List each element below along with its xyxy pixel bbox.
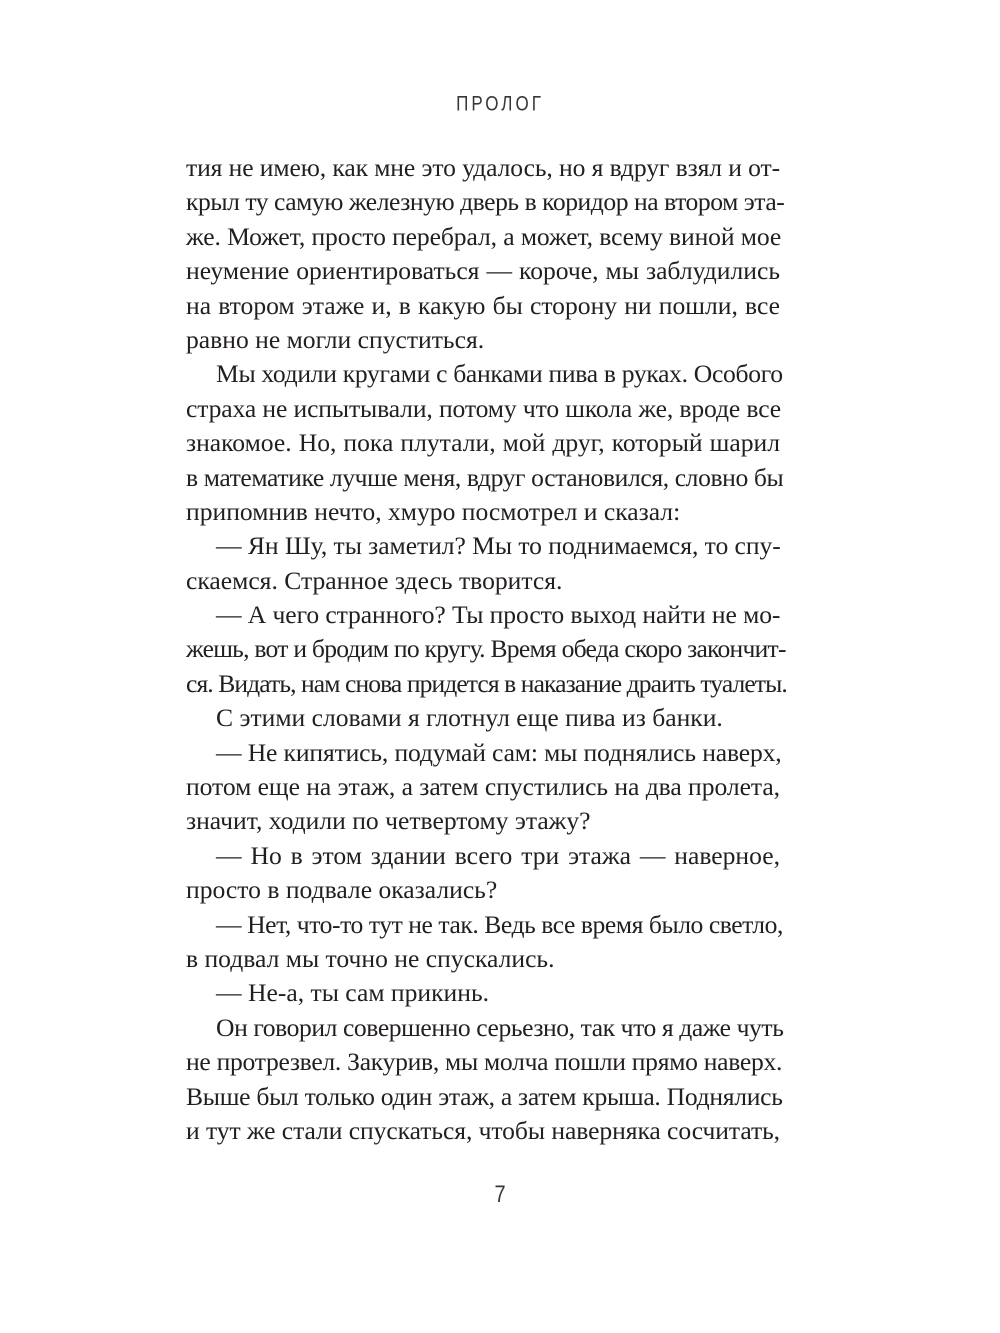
text-line: и тут же стали спускаться, чтобы наверняка сосчитать, [186,1115,780,1145]
body-text [186,151,787,1148]
page-number: 7 [494,1181,506,1209]
text-line: Мы ходили кругами с банками пива в руках. Особого [216,359,783,389]
text-line: Он говорил совершенно серьезно, так что я даже чуть [216,1012,784,1042]
text-line: потом еще на этаж, а затем спустились на два пролета, [186,772,780,802]
text-line: скаемся. Странное здесь творится. [186,565,563,595]
text-line: — Нет, что-то тут не так. Ведь все время было светло, [216,909,783,939]
text-line: припомнив нечто, хмуро посмотрел и сказал: [186,496,681,526]
text-line: ся. Видать, нам снова придется в наказание драить туалеты. [186,668,787,698]
text-line: страха не испытывали, потому что школа же, вроде все [186,393,782,423]
text-line: в подвал мы точно не спускались. [186,943,555,973]
text-line: жешь, вот и бродим по кругу. Время обеда скоро закончит- [186,634,786,664]
text-line: — Но в этом здании всего три этажа — наверное, [216,840,780,870]
text-line: С этими словами я глотнул еще пива из банки. [216,703,723,733]
text-line: равно не могли спуститься. [186,324,485,354]
text-line: в математике лучше меня, вдруг остановился, словно бы [186,462,784,492]
text-line: же. Может, просто перебрал, а может, всему виной мое [186,221,782,251]
text-line: не протрезвел. Закурив, мы молча пошли прямо наверх. [186,1047,783,1077]
text-line: просто в подвале оказались? [186,875,498,905]
text-line: крыл ту самую железную дверь в коридор на втором эта- [186,187,785,217]
text-line: — Не кипятись, подумай сам: мы поднялись наверх, [216,737,782,767]
text-line: — А чего странного? Ты просто выход найти не мо- [216,600,781,630]
text-line: знакомое. Но, пока плутали, мой друг, который шарил [186,428,780,458]
text-line: — Ян Шу, ты заметил? Мы то поднимаемся, то спу- [216,531,781,561]
text-line: Выше был только один этаж, а затем крыша. Поднялись [186,1081,783,1111]
text-line: тия не имею, как мне это удалось, но я вдруг взял и от- [186,153,781,182]
text-line: неумение ориентироваться — короче, мы заблудились [186,256,780,286]
text-line: значит, ходили по четвертому этажу? [186,806,591,836]
text-line: на втором этаже и, в какую бы сторону ни пошли, все [186,290,780,320]
running-title: ПРОЛОГ [456,91,544,116]
text-line: — Не-а, ты сам прикинь. [216,978,490,1008]
